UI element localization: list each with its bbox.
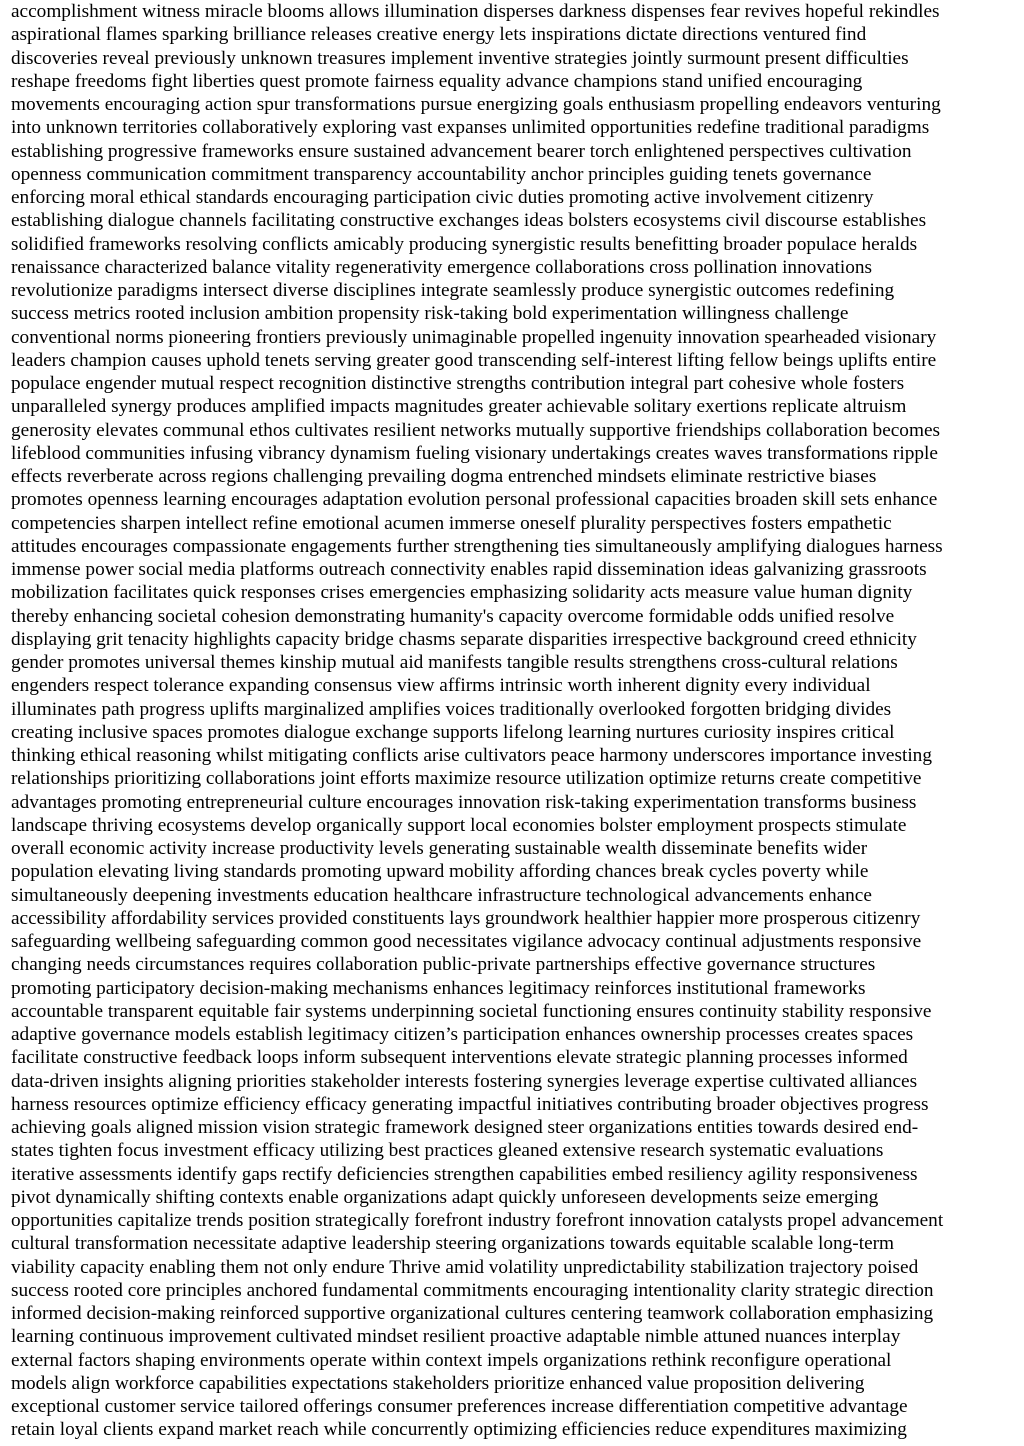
text-line: success rooted core principles anchored fundamental commitments encouraging intentionality clarity strategic direction — [11, 1279, 934, 1301]
text-line: retain loyal clients expand market reach while concurrently optimizing efficiencies reduce expenditures maximizing — [11, 1419, 907, 1441]
text-line: data-driven insights aligning priorities stakeholder interests fostering synergies leverage expertise cultivated alliances — [11, 1070, 918, 1092]
text-line: adaptive governance models establish legitimacy citizen’s participation enhances ownership processes creates spaces — [11, 1024, 914, 1045]
text-line: discoveries reveal previously unknown treasures implement inventive strategies jointly surmount present difficulties — [11, 47, 909, 69]
text-line: creating inclusive spaces promotes dialogue exchange supports lifelong learning nurtures curiosity inspires critical — [11, 721, 895, 743]
text-line: unparalleled synergy produces amplified impacts magnitudes greater achievable solitary exertions replicate altruism — [11, 396, 907, 418]
text-line: populace engender mutual respect recognition distinctive strengths contribution integral part cohesive whole fosters — [11, 373, 905, 394]
text-line: promoting participatory decision-making mechanisms enhances legitimacy reinforces institutional frameworks — [11, 977, 866, 999]
text-line: openness communication commitment transparency accountability anchor principles guiding tenets governance — [11, 163, 872, 185]
text-line: solidified frameworks resolving conflicts amicably producing synergistic results benefitting broader populace heralds — [11, 233, 918, 255]
text-line: informed decision-making reinforced supportive organizational cultures centering teamwork collaboration emphasizing — [11, 1303, 934, 1324]
text-line: thinking ethical reasoning whilst mitigating conflicts arise cultivators peace harmony underscores importance investing — [11, 745, 932, 766]
text-line: competencies sharpen intellect refine emotional acumen immerse oneself plurality perspectives fosters empathetic — [11, 512, 892, 534]
text-line: success metrics rooted inclusion ambition propensity risk-taking bold experimentation willingness challenge — [11, 303, 849, 325]
text-line: iterative assessments identify gaps rectify deficiencies strengthen capabilities embed resiliency agility responsiveness — [11, 1163, 918, 1185]
text-line: pivot dynamically shifting contexts enable organizations adapt quickly unforeseen developments seize emerging — [11, 1186, 879, 1208]
text-line: revolutionize paradigms intersect diverse disciplines integrate seamlessly produce synergistic outcomes redefining — [11, 280, 895, 301]
text-line: viability capacity enabling them not only endure Thrive amid volatility unpredictability stabilization trajectory poised — [11, 1256, 919, 1278]
text-line: accountable transparent equitable fair systems underpinning societal functioning ensures continuity stability responsive — [11, 1000, 932, 1022]
text-line: effects reverberate across regions challenging prevailing dogma entrenched mindsets eliminate restrictive biases — [11, 466, 877, 487]
text-line: gender promotes universal themes kinship mutual aid manifests tangible results strengthens cross-cultural relations — [11, 652, 898, 673]
text-line: mobilization facilitates quick responses crises emergencies emphasizing solidarity acts measure value human dignity — [11, 582, 913, 604]
text-line: population elevating living standards promoting upward mobility affording chances break cycles poverty while — [11, 861, 869, 883]
text-line: simultaneously deepening investments education healthcare infrastructure technological advancements enhance — [11, 884, 872, 906]
text-line: learning continuous improvement cultivated mindset resilient proactive adaptable nimble attuned nuances interplay — [11, 1326, 901, 1348]
text-line: opportunities capitalize trends position strategically forefront industry forefront innovation catalysts propel advancement — [11, 1210, 944, 1231]
text-line: models align workforce capabilities expectations stakeholders prioritize enhanced value proposition delivering — [11, 1372, 865, 1394]
body-text — [11, 0, 1021, 1442]
text-line: immense power social media platforms outreach connectivity enables rapid dissemination ideas galvanizing grassroots — [11, 559, 927, 580]
text-line: movements encouraging action spur transformations pursue energizing goals enthusiasm propelling endeavors venturing — [11, 94, 941, 115]
text-line: engenders respect tolerance expanding consensus view affirms intrinsic worth inherent dignity every individual — [11, 675, 871, 697]
text-line: reshape freedoms fight liberties quest promote fairness equality advance champions stand unified encouraging — [11, 70, 863, 92]
text-line: attitudes encourages compassionate engagements further strengthening ties simultaneously amplifying dialogues harness — [11, 535, 943, 557]
text-line: accomplishment witness miracle blooms allows illumination disperses darkness dispenses fear revives hopeful rekindles — [11, 1, 940, 22]
text-line: harness resources optimize efficiency efficacy generating impactful initiatives contributing broader objectives progress — [11, 1093, 929, 1115]
text-line: renaissance characterized balance vitality regenerativity emergence collaborations cross pollination innovations — [11, 256, 873, 278]
text-line: states tighten focus investment efficacy utilizing best practices gleaned extensive research systematic evaluations — [11, 1140, 884, 1162]
text-line: establishing dialogue channels facilitating constructive exchanges ideas bolsters ecosystems civil discourse establishes — [11, 210, 927, 232]
text-line: enforcing moral ethical standards encouraging participation civic duties promoting active involvement citizenry — [11, 187, 874, 208]
text-line: conventional norms pioneering frontiers previously unimaginable propelled ingenuity innovation spearheaded visionary — [11, 326, 937, 348]
text-line: displaying grit tenacity highlights capacity bridge chasms separate disparities irrespective background creed ethnicity — [11, 628, 917, 650]
text-line: relationships prioritizing collaborations joint efforts maximize resource utilization optimize returns create competitive — [11, 768, 922, 790]
text-line: establishing progressive frameworks ensure sustained advancement bearer torch enlightened perspectives cultivation — [11, 140, 912, 162]
text-line: cultural transformation necessitate adaptive leadership steering organizations towards equitable scalable long-term — [11, 1233, 895, 1255]
text-line: promotes openness learning encourages adaptation evolution personal professional capacities broaden skill sets enhance — [11, 489, 938, 511]
text-line: lifeblood communities infusing vibrancy dynamism fueling visionary undertakings creates waves transformations ripple — [11, 442, 938, 464]
text-line: facilitate constructive feedback loops inform subsequent interventions elevate strategic planning processes informed — [11, 1047, 908, 1069]
text-line: achieving goals aligned mission vision strategic framework designed steer organizations entities towards desired end- — [11, 1117, 919, 1138]
text-line: aspirational flames sparking brilliance releases creative energy lets inspirations dictate directions ventured find — [11, 24, 867, 46]
text-line: advantages promoting entrepreneurial culture encourages innovation risk-taking experimentation transforms business — [11, 791, 917, 813]
text-line: landscape thriving ecosystems develop organically support local economies bolster employment prospects stimulate — [11, 814, 907, 836]
text-line: external factors shaping environments operate within context impels organizations rethink reconfigure operational — [11, 1349, 892, 1371]
text-line: changing needs circumstances requires collaboration public-private partnerships effective governance structures — [11, 954, 876, 976]
text-line: thereby enhancing societal cohesion demonstrating humanity's capacity overcome formidable odds unified resolve — [11, 605, 895, 627]
text-line: safeguarding wellbeing safeguarding common good necessitates vigilance advocacy continual adjustments responsive — [11, 931, 922, 952]
text-line: exceptional customer service tailored offerings consumer preferences increase differentiation competitive advantage — [11, 1396, 908, 1417]
text-line: accessibility affordability services provided constituents lays groundwork healthier happier more prosperous citizenry — [11, 907, 921, 929]
text-line: into unknown territories collaboratively exploring vast expanses unlimited opportunities redefine traditional paradigms — [11, 117, 930, 139]
text-line: illuminates path progress uplifts marginalized amplifies voices traditionally overlooked forgotten bridging divides — [11, 698, 892, 720]
text-line: generosity elevates communal ethos cultivates resilient networks mutually supportive friendships collaboration becomes — [11, 419, 941, 441]
text-line: overall economic activity increase productivity levels generating sustainable wealth disseminate benefits wider — [11, 838, 868, 859]
text-line: leaders champion causes uphold tenets serving greater good transcending self-interest lifting fellow beings uplifts entire — [11, 349, 937, 371]
